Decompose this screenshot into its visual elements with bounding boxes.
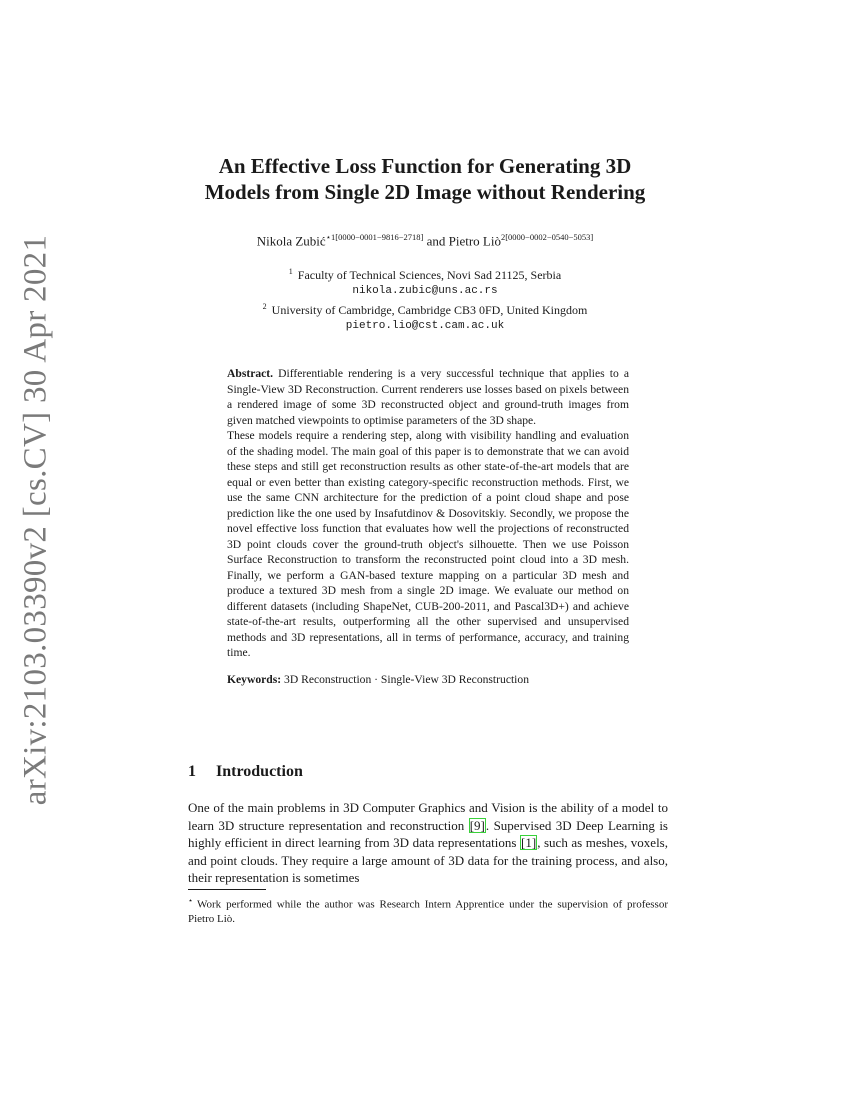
keywords-text: 3D Reconstruction · Single-View 3D Reconstruction [284,672,529,686]
section-heading-introduction [188,763,303,781]
abstract-text-1: Differentiable rendering is a very successful technique that applies to a Single-View 3D Reconstruction. Current renderers use losses based on pixels between a rendered image of some 3D reconstructed object and ground-truth images from given matched viewpoints to optimise parameters of the 3D shape. [227,367,629,427]
footnote-text: Work performed while the author was Research Intern Apprentice under the supervision of professor Pietro Liò. [188,898,668,925]
arxiv-side-stamp: arXiv:2103.03390v2 [cs.CV] 30 Apr 2021 [17,234,54,806]
affiliation-1 [170,264,680,284]
affiliation-2-number: 2 [262,302,267,311]
affiliation-2-email[interactable]: pietro.lio@cst.cam.ac.uk [345,319,505,332]
title-line-2: Models from Single 2D Image without Rendering [204,180,646,204]
affiliation-1-text: Faculty of Technical Sciences, Novi Sad 21125, Serbia [297,268,562,282]
title-line-1: An Effective Loss Function for Generating 3D [218,154,632,178]
paper-title [170,153,680,205]
introduction-body [188,799,668,887]
affiliation-2-text: University of Cambridge, Cambridge CB3 0FD, United Kingdom [271,303,588,317]
introduction-paragraph [188,799,668,887]
citation-link-1[interactable]: [1] [521,835,537,850]
author-list [170,232,680,249]
author-separator: and [423,233,449,249]
keywords-label: Keywords: [227,672,282,686]
abstract [227,366,629,687]
footnote-mark: ⋆ [188,896,194,905]
intro-text-2: . Supervised 3D Deep Learning is highly efficient in direct learning from 3D data representations [188,817,668,850]
footnote-divider [188,889,266,890]
abstract-paragraph-1 [227,366,629,428]
footnote [188,894,668,926]
abstract-paragraph-2: These models require a rendering step, along with visibility handling and evaluation of the shading model. The main goal of this paper is to demonstrate that we can avoid these steps and still get reconstruction results as other state-of-the-art models that are equal or even better than existing category-specific reconstruction methods. First, we use the same CNN architecture for the prediction of a point cloud shape and pose prediction like the one used by Insafutdinov & Dosovitskiy. Secondly, we propose the novel effective loss function that evaluates how well the projections of reconstructed 3D point clouds cover the ground-truth object's silhouette. Then we use Poisson Surface Reconstruction to transform the reconstructed point cloud into a 3D mesh. Finally, we perform a GAN-based texture mapping on a particular 3D mesh and produce a textured 3D mesh from a single 2D image. We evaluate our method on different datasets (including ShapeNet, CUB-200-2011, and Pascal3D+) and achieve state-of-the-art results, outperforming all the other supervised and unsupervised methods and 3D representations, all in terms of performance, accuracy, and training time. [227,429,629,659]
keywords [227,672,629,688]
author-2-name: Pietro Liò [448,233,501,249]
affiliations [170,264,680,334]
section-title: Introduction [216,763,303,780]
author-2-orcid: 2[0000−0002−0540−5053] [500,232,594,242]
author-1-orcid: ⋆1[0000−0001−9816−2718] [325,232,424,242]
intro-text-1: One of the main problems in 3D Computer Graphics and Vision is the ability of a model to learn 3D structure representation and reconstruction [188,800,668,833]
affiliation-1-number: 1 [288,267,293,276]
citation-link-9[interactable]: [9] [469,817,485,833]
intro-text-3: , such as meshes, voxels, and point clouds. They require a large amount of 3D data for the training process, and also, their representation is sometimes [188,835,668,885]
abstract-label: Abstract. [227,367,274,380]
section-number: 1 [188,763,196,780]
affiliation-1-email[interactable]: nikola.zubic@uns.ac.rs [352,284,498,297]
author-1-name: Nikola Zubić [256,233,326,249]
affiliation-2 [170,299,680,319]
